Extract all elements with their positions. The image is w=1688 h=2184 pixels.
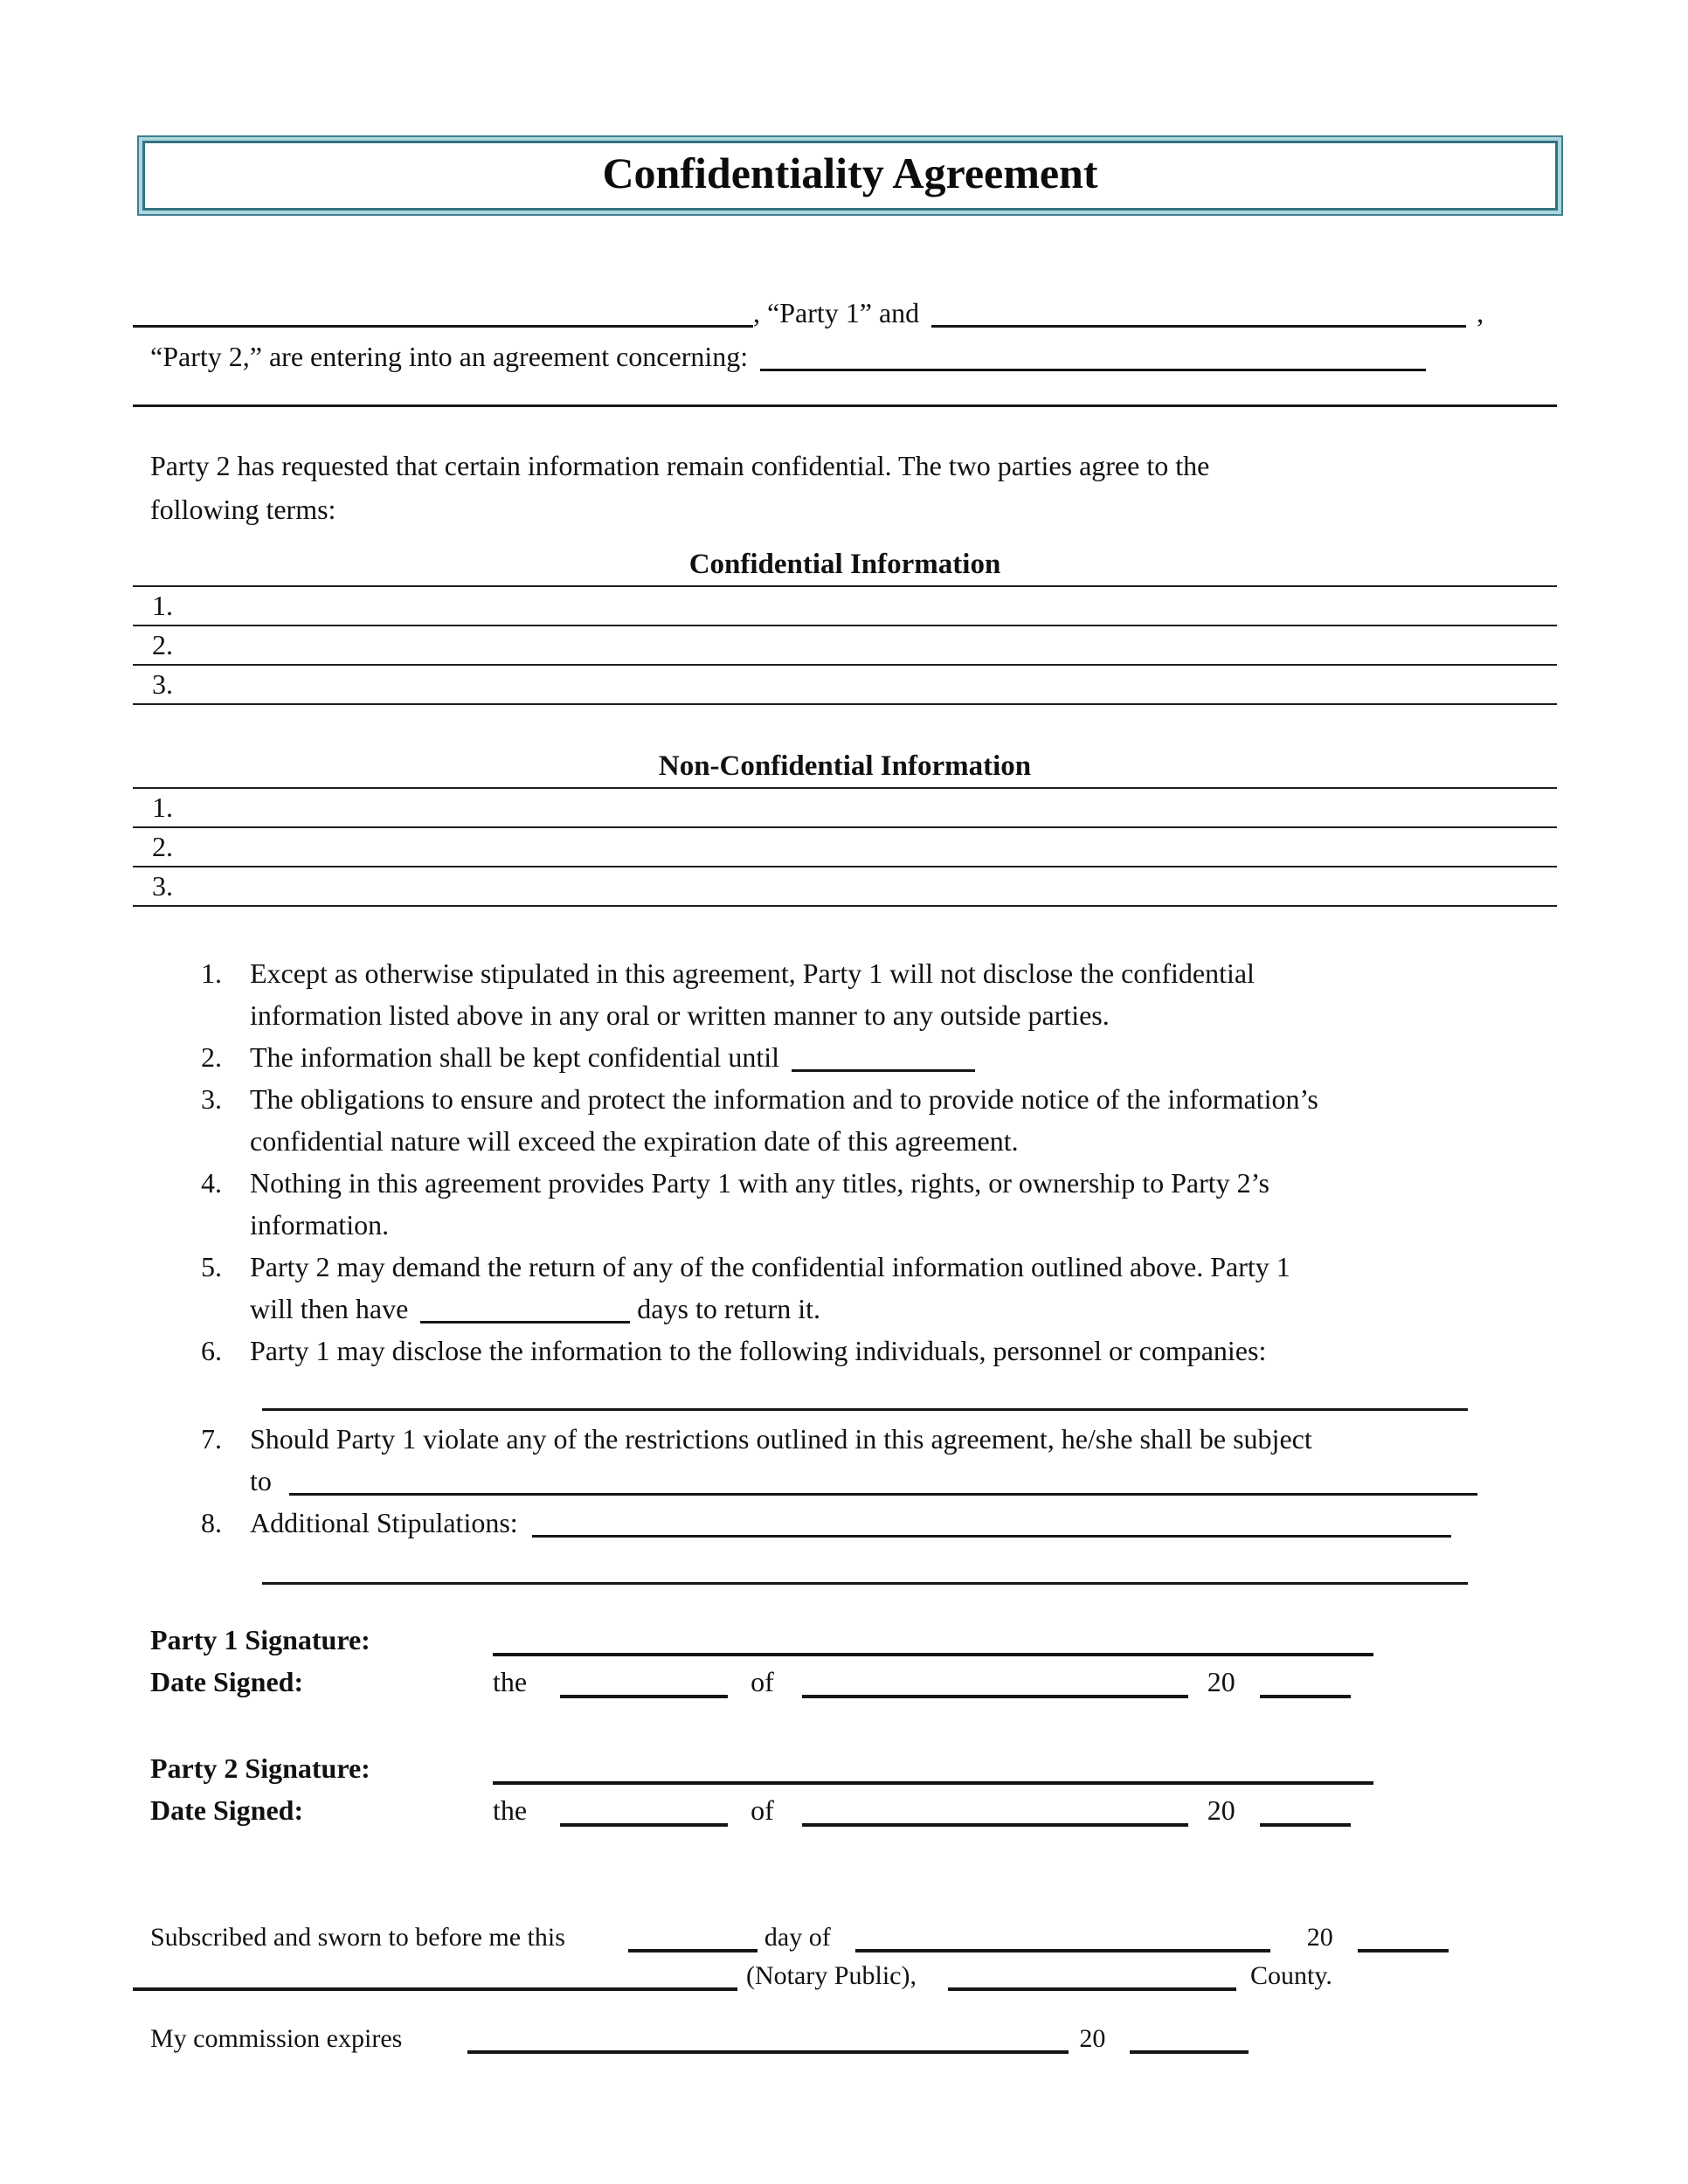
word-the: the: [493, 1794, 528, 1826]
term-text: [250, 1162, 1519, 1246]
preamble-line-2: following terms:: [150, 493, 336, 525]
term-text: [250, 1502, 1519, 1592]
county-name-blank: [948, 1979, 1236, 1991]
notary-section: [150, 1914, 1555, 2054]
preamble-line-1: Party 2 has requested that certain information remain confidential. The two parties agree to the: [150, 449, 1210, 481]
confidential-information-section: [133, 549, 1557, 705]
title-box: [142, 141, 1558, 211]
nonconfidential-information-heading: Non-Confidential Information: [133, 750, 1557, 789]
subject-to-blank: [289, 1484, 1477, 1496]
term-4-line-1: Nothing in this agreement provides Party 1 with any titles, rights, or ownership to Party 2’s: [250, 1166, 1269, 1199]
commission-expiry-text: My commission expires: [150, 2023, 403, 2053]
disclosure-individuals-blank: [262, 1408, 1468, 1411]
day-of-label: day of: [764, 1922, 831, 1952]
row-number: 2.: [152, 830, 173, 862]
nonconfidential-item-row: [133, 867, 1557, 907]
word-of: of: [751, 1665, 774, 1697]
term-number: 2.: [201, 1040, 222, 1073]
party1-signature-blank: [493, 1616, 1373, 1656]
term-item-3: [201, 1078, 1555, 1162]
confidential-item-row: [133, 666, 1557, 705]
county-label: County.: [1249, 1960, 1332, 1990]
term-number: 6.: [201, 1334, 222, 1366]
term-text: [250, 952, 1519, 1036]
row-number: 3.: [152, 869, 173, 902]
month-blank: [802, 1814, 1188, 1827]
notary-public-row: [133, 1952, 1555, 1991]
term-6-text: Party 1 may disclose the information to the following individuals, personnel or companies:: [250, 1334, 1267, 1366]
term-1-line-2: information listed above in any oral or written manner to any outside parties.: [250, 999, 1110, 1031]
concerning-continuation-line: [133, 378, 1557, 407]
party1-signature-row: [150, 1616, 1555, 1656]
term-5-line-2-after: days to return it.: [637, 1292, 821, 1324]
term-item-7: [201, 1418, 1555, 1502]
term-item-1: [201, 952, 1555, 1036]
row-number: 3.: [152, 667, 173, 700]
party2-signature-row: [150, 1745, 1555, 1785]
term-2-text: The information shall be kept confidential until: [250, 1040, 780, 1073]
party2-name-blank: [931, 316, 1466, 328]
notary-month-blank: [855, 1940, 1270, 1952]
day-blank: [560, 1814, 728, 1827]
term-item-8: [201, 1502, 1555, 1592]
intro-line-1: [150, 291, 1555, 335]
year-prefix: 20: [1207, 1794, 1235, 1826]
party2-signature-label: Party 2 Signature:: [150, 1752, 370, 1784]
confidential-item-row: [133, 587, 1557, 626]
trailing-comma: ,: [1477, 296, 1484, 328]
term-4-line-2: information.: [250, 1208, 390, 1241]
term-item-6: [201, 1330, 1555, 1418]
term-1-line-1: Except as otherwise stipulated in this agreement, Party 1 will not disclose the confidential: [250, 957, 1255, 989]
date-signed-label: Date Signed:: [150, 1665, 304, 1697]
year-blank: [1260, 1686, 1351, 1698]
party1-signature-label: Party 1 Signature:: [150, 1623, 370, 1655]
party2-signature-blank: [493, 1745, 1373, 1785]
confidential-information-heading: Confidential Information: [133, 549, 1557, 587]
concerning-blank: [760, 360, 1426, 371]
days-to-return-blank: [420, 1312, 630, 1324]
term-number: 4.: [201, 1166, 222, 1199]
term-text: [250, 1246, 1519, 1330]
party2-signature-group: [150, 1745, 1555, 1827]
year-prefix: 20: [1079, 2023, 1106, 2053]
sworn-statement-row: [150, 1914, 1555, 1952]
term-5-line-2-before: will then have: [250, 1292, 409, 1324]
signature-section: [150, 1616, 1555, 1827]
year-prefix: 20: [1207, 1665, 1235, 1697]
term-number: 8.: [201, 1506, 222, 1538]
notary-year-blank: [1358, 1940, 1449, 1952]
sworn-statement-text: Subscribed and sworn to before me this: [150, 1922, 565, 1952]
term-number: 1.: [201, 957, 222, 989]
notary-public-label: (Notary Public),: [746, 1960, 917, 1990]
term-7-line-1: Should Party 1 violate any of the restrictions outlined in this agreement, he/she shall be subject: [250, 1422, 1312, 1455]
notary-day-blank: [628, 1940, 758, 1952]
term-3-line-1: The obligations to ensure and protect the information and to provide notice of the information’s: [250, 1082, 1318, 1115]
intro-line-2: [150, 335, 1555, 378]
party1-signature-group: [150, 1616, 1555, 1698]
term-number: 7.: [201, 1422, 222, 1455]
party2-label: “Party 2,” are entering into an agreement concerning:: [150, 340, 749, 372]
nonconfidential-information-section: [133, 750, 1557, 907]
year-blank: [1260, 1814, 1351, 1827]
term-3-line-2: confidential nature will exceed the expiration date of this agreement.: [250, 1124, 1019, 1157]
document-title: Confidentiality Agreement: [602, 149, 1098, 197]
term-text: [250, 1330, 1519, 1418]
term-number: 5.: [201, 1250, 222, 1282]
year-prefix: 20: [1306, 1922, 1333, 1952]
row-number: 1.: [152, 589, 173, 621]
confidential-until-blank: [792, 1061, 975, 1072]
party1-name-blank: [133, 316, 753, 328]
term-item-5: [201, 1246, 1555, 1330]
term-text: [250, 1036, 1519, 1078]
term-item-4: [201, 1162, 1555, 1246]
nonconfidential-item-row: [133, 789, 1557, 828]
notary-name-blank: [133, 1979, 737, 1991]
commission-expiry-row: [150, 2014, 1555, 2054]
word-of: of: [751, 1794, 774, 1826]
party1-label: , “Party 1” and: [753, 296, 920, 328]
term-text: [250, 1418, 1519, 1502]
additional-stipulations-blank: [532, 1526, 1451, 1538]
intro-section: [150, 291, 1555, 407]
term-text: [250, 1078, 1519, 1162]
commission-date-blank: [467, 2042, 1069, 2054]
term-number: 3.: [201, 1082, 222, 1115]
row-number: 1.: [152, 791, 173, 823]
preamble: [150, 444, 1555, 531]
party2-date-signed-row: [150, 1785, 1555, 1827]
commission-year-blank: [1130, 2042, 1249, 2054]
nonconfidential-item-row: [133, 828, 1557, 867]
row-number: 2.: [152, 628, 173, 660]
day-blank: [560, 1686, 728, 1698]
term-7-line-2-before: to: [250, 1464, 272, 1496]
term-8-text: Additional Stipulations:: [250, 1506, 518, 1538]
word-the: the: [493, 1665, 528, 1697]
term-item-2: [201, 1036, 1555, 1078]
party1-date-signed-row: [150, 1656, 1555, 1698]
additional-stipulations-continuation-blank: [262, 1582, 1468, 1585]
term-5-line-1: Party 2 may demand the return of any of the confidential information outlined above. Party 1: [250, 1250, 1290, 1282]
confidential-item-row: [133, 626, 1557, 666]
month-blank: [802, 1686, 1188, 1698]
terms-list: [201, 952, 1555, 1592]
date-signed-label: Date Signed:: [150, 1794, 304, 1826]
